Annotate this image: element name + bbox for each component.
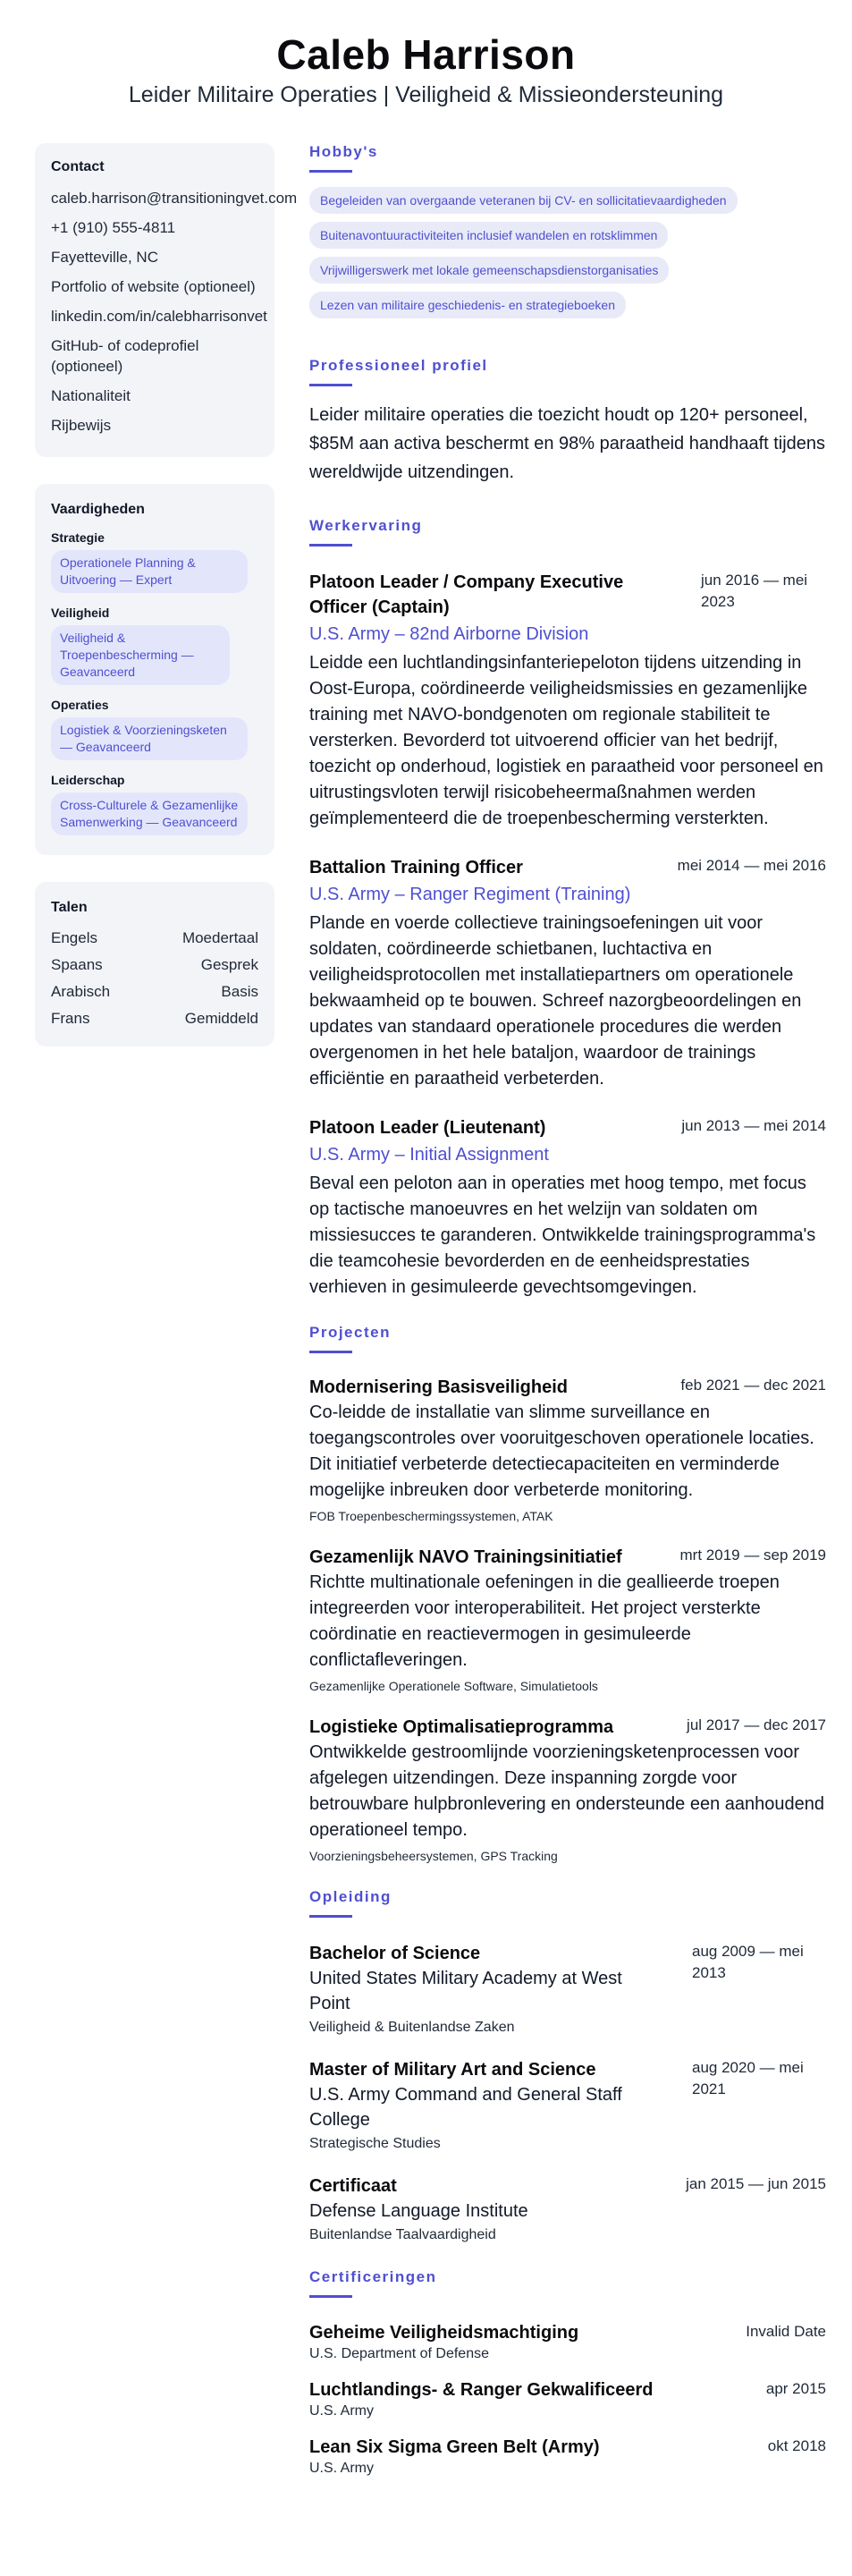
experience-entry — [309, 570, 826, 832]
certification-issuer: U.S. Department of Defense — [309, 2346, 489, 2361]
education-main — [309, 1941, 658, 2038]
skill-category: Leiderschap — [51, 773, 125, 787]
resume-header — [0, 0, 852, 109]
project-title: Gezamenlijk NAVO Trainingsinitiatief — [309, 1547, 622, 1567]
skills-card — [35, 484, 274, 855]
project-description: Ontwikkelde gestroomlijnde voorzieningsketenprocessen voor afgelegen uitzendingen. Deze inspanning zorgde voor betrouwbare hulpbronlevering en ondersteunde een aanhoudend operationeel tempo. — [309, 1742, 825, 1840]
degree: Certificaat — [309, 2176, 397, 2196]
certification-issuer: U.S. Army — [309, 2403, 375, 2419]
hobby-pill: Lezen van militaire geschiedenis- en strategieboeken — [309, 292, 626, 318]
job-title: Battalion Training Officer — [309, 858, 523, 877]
contact-card — [35, 143, 298, 457]
contact-linkedin[interactable]: linkedin.com/in/calebharrisonvet — [51, 308, 267, 325]
profile-section — [309, 357, 826, 487]
contact-location: Fayetteville, NC — [51, 249, 158, 266]
entry-header — [309, 1941, 826, 2038]
hobby-list — [309, 187, 826, 326]
education-date: aug 2020 — mei 2021 — [692, 2059, 804, 2097]
experience-section — [309, 517, 826, 1301]
skills-heading: Vaardigheden — [51, 502, 145, 517]
project-date: jul 2017 — dec 2017 — [687, 1716, 826, 1733]
entry-header — [309, 2057, 826, 2154]
contact-heading: Contact — [51, 159, 105, 174]
project-date: feb 2021 — dec 2021 — [680, 1377, 826, 1394]
school: Defense Language Institute — [309, 2201, 528, 2221]
entry-header — [309, 1375, 826, 1400]
job-date: jun 2013 — mei 2014 — [681, 1117, 826, 1134]
project-tags: Voorzieningsbeheersystemen, GPS Tracking — [309, 1849, 558, 1863]
degree: Master of Military Art and Science — [309, 2060, 596, 2080]
language-level: Basis — [221, 983, 258, 1000]
section-underline — [309, 170, 352, 173]
education-main — [309, 2174, 528, 2245]
main-column — [309, 143, 826, 2493]
education-date: aug 2009 — mei 2013 — [692, 1943, 804, 1981]
certification-title: Luchtlandings- & Ranger Gekwalificeerd — [309, 2380, 654, 2400]
experience-entry — [309, 1115, 826, 1301]
section-underline — [309, 544, 352, 547]
certification-entry — [309, 2378, 826, 2421]
entry-header — [309, 570, 826, 620]
job-date: mei 2014 — mei 2016 — [677, 857, 826, 874]
section-heading: Werkervaring — [309, 517, 423, 534]
language-level: Gesprek — [200, 956, 258, 973]
certification-title: Lean Six Sigma Green Belt (Army) — [309, 2437, 600, 2457]
project-title: Logistieke Optimalisatieprogramma — [309, 1717, 614, 1737]
skill-category: Strategie — [51, 530, 105, 545]
job-description: Beval een peloton aan in operaties met hoog tempo, met focus op tactische manoeuvres en het welzijn van soldaten om missiesucces te garanderen. Ontwikkelde trainingsprogramma's die teamcohesie bevorderden en de eenheidsprestaties verhieven in gesimuleerde gevechtsomgevingen. — [309, 1174, 816, 1297]
education-entry — [309, 2174, 826, 2245]
education-entry — [309, 2057, 826, 2154]
experience-entry — [309, 855, 826, 1092]
entry-header — [309, 2321, 826, 2344]
contact-portfolio: Portfolio of website (optioneel) — [51, 278, 256, 295]
language-level: Gemiddeld — [184, 1010, 258, 1027]
school: U.S. Army Command and General Staff College — [309, 2085, 622, 2130]
entry-header — [309, 855, 826, 880]
project-description: Co-leidde de installatie van slimme surveillance en toegangscontroles over vooruitgeschoven operationele locaties. Dit initiatief verbeterde detectiecapaciteiten en verminderde mogelijke inbreuken door verbeterde monitoring. — [309, 1402, 814, 1500]
section-heading: Opleiding — [309, 1888, 392, 1905]
language-row — [51, 928, 258, 948]
skill-pill: Veiligheid & Troepenbescherming — Geavanceerd — [51, 625, 230, 685]
language-name: Engels — [51, 929, 97, 946]
entry-header — [309, 2378, 826, 2402]
profile-text: Leider militaire operaties die toezicht houdt op 120+ personeel, $85M aan activa beschermt en 98% paraatheid handhaaft tijdens wereldwijde uitzendingen. — [309, 405, 826, 482]
hobby-pill: Begeleiden van overgaande veteranen bij CV- en sollicitatievaardigheden — [309, 187, 738, 214]
language-name: Frans — [51, 1010, 90, 1027]
section-heading: Professioneel profiel — [309, 357, 488, 374]
project-entry — [309, 1375, 826, 1525]
project-date: mrt 2019 — sep 2019 — [679, 1546, 826, 1563]
degree: Bachelor of Science — [309, 1944, 481, 1963]
hobbies-section — [309, 143, 826, 326]
contact-license: Rijbewijs — [51, 417, 112, 434]
contact-email[interactable]: caleb.harrison@transitioningvet.com — [51, 190, 298, 207]
project-tags: FOB Troepenbeschermingssystemen, ATAK — [309, 1509, 553, 1523]
field-of-study: Veiligheid & Buitenlandse Zaken — [309, 2020, 515, 2035]
skill-category: Operaties — [51, 698, 109, 712]
skill-pill: Logistiek & Voorzieningsketen — Geavanceerd — [51, 717, 248, 760]
job-description: Leidde een luchtlandingsinfanteriepeloton tijdens uitzending in Oost-Europa, coördineerde veiligheidsmissies en gezamenlijke training met NAVO-bondgenoten om regionale stabiliteit te versterken. Bevorderd tot uitvoerend officier van het bedrijf, toezicht op onderhoud, logistiek en paraatheid voor personeel en uitrustingsvloten terwijl risicobeheermaßnahmen werden geïmplementeerd die de troepenbescherming versterkten. — [309, 653, 823, 828]
candidate-name: Caleb Harrison — [276, 31, 576, 78]
section-underline — [309, 1351, 352, 1353]
education-main — [309, 2057, 658, 2154]
skill-pill: Operationele Planning & Uitvoering — Expert — [51, 550, 248, 593]
languages-card — [35, 882, 274, 1046]
entry-header — [309, 1115, 826, 1140]
entry-header — [309, 2436, 826, 2459]
hobby-pill: Vrijwilligerswerk met lokale gemeenschapsdienstorganisaties — [309, 257, 669, 284]
project-entry — [309, 1545, 826, 1695]
section-heading: Projecten — [309, 1324, 391, 1341]
section-underline — [309, 384, 352, 386]
project-entry — [309, 1715, 826, 1865]
job-organization: U.S. Army – 82nd Airborne Division — [309, 624, 589, 644]
section-heading: Hobby's — [309, 143, 378, 160]
project-tags: Gezamenlijke Operationele Software, Simulatietools — [309, 1679, 598, 1693]
certification-date: okt 2018 — [767, 2437, 826, 2454]
contact-phone[interactable]: +1 (910) 555-4811 — [51, 219, 176, 236]
field-of-study: Buitenlandse Taalvaardigheid — [309, 2227, 496, 2242]
certifications-section — [309, 2268, 826, 2479]
language-name: Spaans — [51, 956, 103, 973]
certification-entry — [309, 2321, 826, 2364]
certification-date: Invalid Date — [746, 2323, 826, 2340]
job-title: Platoon Leader (Lieutenant) — [309, 1118, 546, 1138]
candidate-title: Leider Militaire Operaties | Veiligheid & Missieondersteuning — [128, 82, 724, 107]
skill-pill: Cross-Culturele & Gezamenlijke Samenwerking — Geavanceerd — [51, 792, 248, 835]
job-organization: U.S. Army – Initial Assignment — [309, 1145, 549, 1165]
project-description: Richtte multinationale oefeningen in die geallieerde troepen integreerden voor interoperabiliteit. Het project versterkte coördinatie en reactievermogen in gesimuleerde conflictafleveringen. — [309, 1572, 780, 1670]
field-of-study: Strategische Studies — [309, 2136, 441, 2151]
sidebar — [35, 143, 298, 1073]
language-row — [51, 955, 258, 975]
education-entry — [309, 1941, 826, 2038]
section-underline — [309, 2295, 352, 2298]
certification-issuer: U.S. Army — [309, 2461, 375, 2476]
contact-github: GitHub- of codeprofiel (optioneel) — [51, 337, 199, 375]
contact-nationality: Nationaliteit — [51, 387, 131, 404]
projects-section — [309, 1324, 826, 1865]
entry-header — [309, 1715, 826, 1740]
project-title: Modernisering Basisveiligheid — [309, 1377, 568, 1397]
job-description: Plande en voerde collectieve trainingsoefeningen uit voor soldaten, coördineerde schietbanen, luchtactiva en veiligheidsprotocollen met installatiepartners om operationele bekwaamheid op te bouwen. Schreef nazorgbeoordelingen en updates van standaard operationele procedures die werden overgenomen in het hele bataljon, waardoor de trainings efficiëntie en paraatheid verbeterden. — [309, 913, 802, 1089]
school: United States Military Academy at West Point — [309, 1969, 622, 2013]
certification-entry — [309, 2436, 826, 2479]
section-heading: Certificeringen — [309, 2268, 437, 2285]
job-title: Platoon Leader / Company Executive Officer (Captain) — [309, 572, 624, 617]
entry-header — [309, 1545, 826, 1570]
hobby-pill: Buitenavontuuractiviteiten inclusief wandelen en rotsklimmen — [309, 222, 668, 249]
entry-header — [309, 2174, 826, 2245]
certification-title: Geheime Veiligheidsmachtiging — [309, 2323, 579, 2343]
language-row — [51, 982, 258, 1002]
job-organization: U.S. Army – Ranger Regiment (Training) — [309, 885, 631, 904]
language-row — [51, 1009, 258, 1029]
education-section — [309, 1888, 826, 2245]
education-date: jan 2015 — jun 2015 — [686, 2175, 826, 2192]
section-underline — [309, 1915, 352, 1918]
job-date: jun 2016 — mei 2023 — [701, 572, 808, 610]
skill-category: Veiligheid — [51, 606, 110, 620]
language-level: Moedertaal — [181, 929, 258, 946]
languages-heading: Talen — [51, 900, 88, 915]
certification-date: apr 2015 — [765, 2380, 826, 2397]
language-name: Arabisch — [51, 983, 111, 1000]
